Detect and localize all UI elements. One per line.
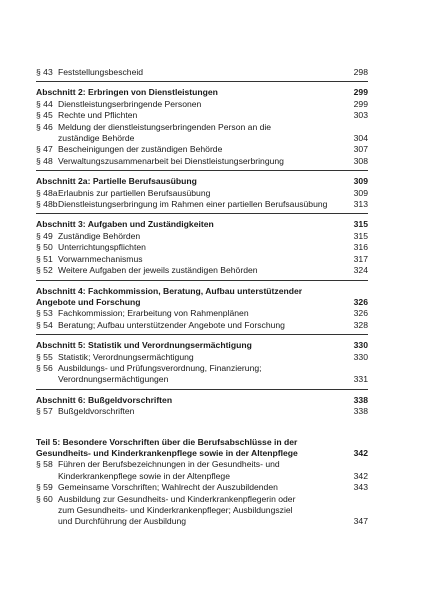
section-number: § 51 <box>36 253 53 264</box>
heading-title: Angebote und Forschung <box>36 296 141 307</box>
entry-title: Bußgeldvorschriften <box>58 406 135 417</box>
entry-title: Dienstleistungserbringende Personen <box>58 98 202 109</box>
toc-entry-line <box>36 99 368 110</box>
page-number: 330 <box>353 351 368 362</box>
section-number: § 60 <box>36 493 53 504</box>
toc-section <box>36 395 368 421</box>
entry-title: Kinderkrankenpflege sowie in der Altenpflege <box>58 470 230 481</box>
toc-entry-line <box>36 265 368 276</box>
section-heading <box>36 219 368 230</box>
table-of-contents <box>36 67 368 536</box>
section-number: § 48 <box>36 155 53 166</box>
toc-section <box>36 176 368 214</box>
section-number: § 54 <box>36 319 53 330</box>
toc-entry-line <box>36 122 368 133</box>
toc-section <box>36 340 368 390</box>
entry-title: Weitere Aufgaben der jeweils zuständigen Behörden <box>58 265 258 276</box>
heading-page-number: 338 <box>353 394 368 405</box>
entry-title: zuständige Behörde <box>58 133 135 144</box>
toc-entry-line <box>36 374 368 385</box>
entry-title: Gemeinsame Vorschriften; Wahlrecht der Auszubildenden <box>58 482 278 493</box>
entry-title: Ausbildungs- und Prüfungsverordnung, Finanzierung; <box>58 362 262 373</box>
toc-entry-line <box>36 363 368 374</box>
toc-section <box>36 87 368 171</box>
entry-title: Verwaltungszusammenarbeit bei Dienstleistungserbringung <box>58 155 284 166</box>
section-heading <box>36 395 368 406</box>
section-heading <box>36 176 368 187</box>
entry-title: Zuständige Behörden <box>58 230 141 241</box>
entry-title: Führen der Berufsbezeichnungen in der Gesundheits- und <box>58 459 280 470</box>
entry-title: Meldung der dienstleistungserbringenden Person an die <box>58 121 272 132</box>
entry-title: Ausbildung zur Gesundheits- und Kinderkrankenpflegerin oder <box>58 493 296 504</box>
heading-title: Abschnitt 5: Statistik und Verordnungsermächtigung <box>36 340 252 351</box>
toc-entry-line <box>36 156 368 167</box>
toc-entry-line <box>36 320 368 331</box>
section-number: § 48b <box>36 199 58 210</box>
section-number: § 50 <box>36 242 53 253</box>
section-number: § 49 <box>36 230 53 241</box>
heading-title: Teil 5: Besondere Vorschriften über die Berufsabschlüsse in der <box>36 436 298 447</box>
entry-title: Dienstleistungserbringung im Rahmen einer partiellen Berufsausübung <box>58 199 328 210</box>
page-number: 307 <box>353 144 368 155</box>
section-number: § 59 <box>36 482 53 493</box>
entry-title: Unterrichtungspflichten <box>58 242 146 253</box>
page-number: 343 <box>353 482 368 493</box>
toc-entry-line <box>36 242 368 253</box>
page-number: 338 <box>353 406 368 417</box>
toc-entry-line <box>36 516 368 527</box>
section-number: § 56 <box>36 362 53 373</box>
entry-title: Feststellungsbescheid <box>58 67 144 77</box>
heading-page-number: 326 <box>353 296 368 307</box>
toc-entry-line <box>36 505 368 516</box>
toc-part <box>36 437 368 531</box>
section-number: § 55 <box>36 351 53 362</box>
page-number: 317 <box>353 253 368 264</box>
heading-page-number: 330 <box>353 340 368 351</box>
toc-entry-line <box>36 231 368 242</box>
section-number: § 48a <box>36 187 58 198</box>
heading-page-number: 342 <box>353 447 368 458</box>
page-number: 328 <box>353 319 368 330</box>
entry-title: Verordnungsermächtigungen <box>58 374 169 385</box>
page-number: 342 <box>353 470 368 481</box>
entry-title: Bescheinigungen der zuständigen Behörde <box>58 144 223 155</box>
section-number: § 57 <box>36 406 53 417</box>
toc-entry-line <box>36 482 368 493</box>
page-number: 299 <box>353 98 368 109</box>
entry-title: Erlaubnis zur partiellen Berufsausübung <box>58 187 211 198</box>
heading-title: Abschnitt 2a: Partielle Berufsausübung <box>36 176 197 187</box>
page-number: 298 <box>353 67 368 77</box>
entry-title: Fachkommission; Erarbeitung von Rahmenplänen <box>58 308 249 319</box>
heading-title: Abschnitt 6: Bußgeldvorschriften <box>36 394 173 405</box>
entry-title: Statistik; Verordnungsermächtigung <box>58 351 194 362</box>
section-heading <box>36 286 368 297</box>
section-heading <box>36 297 368 308</box>
toc-entry-line <box>36 199 368 210</box>
toc-entry-line <box>36 471 368 482</box>
toc-entry-line <box>36 188 368 199</box>
heading-page-number: 309 <box>353 176 368 187</box>
toc-entry-line <box>36 459 368 470</box>
heading-title: Abschnitt 3: Aufgaben und Zuständigkeiten <box>36 219 214 230</box>
page-number: 347 <box>353 516 368 527</box>
page-number: 315 <box>353 230 368 241</box>
section-heading <box>36 448 368 459</box>
toc-entry-line <box>36 308 368 319</box>
toc-section <box>36 286 368 336</box>
heading-title: Abschnitt 2: Erbringen von Dienstleistungen <box>36 87 218 98</box>
entry-title: und Durchführung der Ausbildung <box>58 516 187 527</box>
section-heading <box>36 340 368 351</box>
toc-entry-line <box>36 352 368 363</box>
toc-entry-line <box>36 494 368 505</box>
section-heading <box>36 87 368 98</box>
page-number: 316 <box>353 242 368 253</box>
section-number: § 47 <box>36 144 53 155</box>
section-number: § 44 <box>36 98 53 109</box>
section-number: § 53 <box>36 308 53 319</box>
entry-title: Beratung; Aufbau unterstützender Angebote und Forschung <box>58 319 285 330</box>
page-number: 324 <box>353 265 368 276</box>
page-number: 309 <box>353 187 368 198</box>
toc-entry-line <box>36 254 368 265</box>
page-number: 326 <box>353 308 368 319</box>
heading-title: Gesundheits- und Kinderkrankenpflege sowie in der Altenpflege <box>36 447 298 458</box>
entry-title: Rechte und Pflichten <box>58 110 138 121</box>
toc-entry <box>36 67 368 78</box>
toc-entry-line <box>36 144 368 155</box>
section-number: § 52 <box>36 265 53 276</box>
heading-page-number: 315 <box>353 219 368 230</box>
page-number: 331 <box>353 374 368 385</box>
section-heading <box>36 437 368 448</box>
page-number: 303 <box>353 110 368 121</box>
toc-entry-line <box>36 406 368 417</box>
toc-entry-line <box>36 133 368 144</box>
page-number: 313 <box>353 199 368 210</box>
entry-title: zum Gesundheits- und Kinderkrankenpfleger; Ausbildungsziel <box>58 505 293 515</box>
section-number: § 43 <box>36 67 53 77</box>
page-number: 308 <box>353 155 368 166</box>
section-number: § 45 <box>36 110 53 121</box>
page-number: 304 <box>353 133 368 144</box>
toc-entry-line <box>36 110 368 121</box>
toc-top-section <box>36 67 368 82</box>
section-number: § 46 <box>36 121 53 132</box>
heading-page-number: 299 <box>353 87 368 98</box>
toc-section <box>36 219 368 280</box>
heading-title: Abschnitt 4: Fachkommission, Beratung, Aufbau unterstützender <box>36 285 303 296</box>
entry-title: Vorwarnmechanismus <box>58 253 143 264</box>
section-number: § 58 <box>36 459 53 470</box>
